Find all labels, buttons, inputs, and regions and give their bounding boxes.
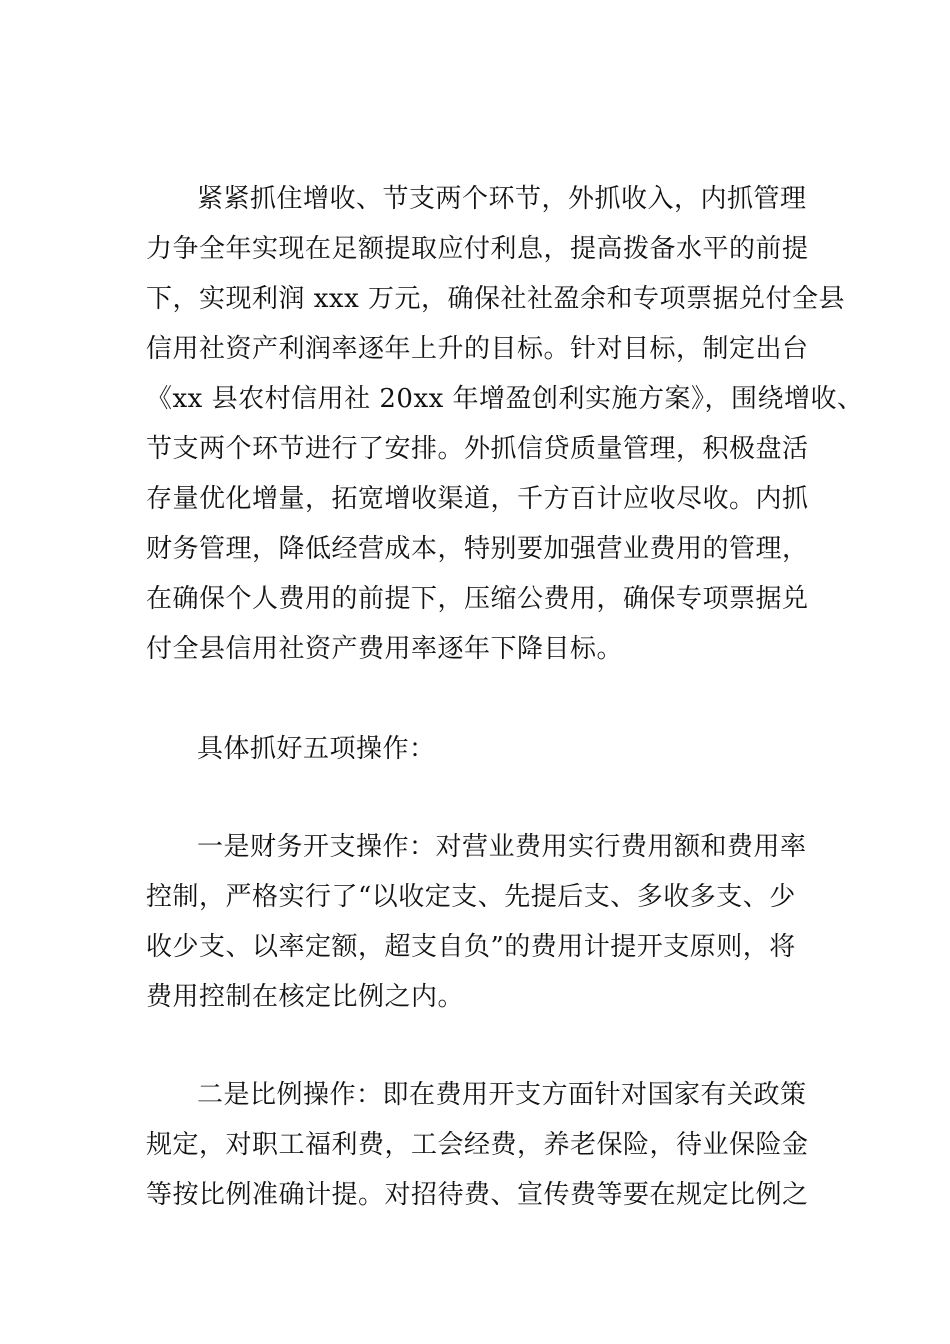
- paragraph-2-line-1: 具体抓好五项操作：: [197, 734, 436, 764]
- paragraph-1-line-10: 付全县信用社资产费用率逐年下降目标。: [146, 634, 624, 664]
- paragraph-4-line-3: 等按比例准确计提。对招待费、宣传费等要在规定比例之: [146, 1180, 809, 1210]
- paragraph-1-line-1: 紧紧抓住增收、节支两个环节，外抓收入，内抓管理: [197, 184, 807, 214]
- paragraph-3-line-1: 一是财务开支操作：对营业费用实行费用额和费用率: [197, 832, 807, 862]
- paragraph-1-line-3: 下，实现利润 xxx 万元，确保社社盈余和专项票据兑付全县: [146, 284, 846, 314]
- paragraph-1-line-7: 存量优化增量，拓宽增收渠道，千方百计应收尽收。内抓: [146, 484, 809, 514]
- paragraph-4-line-1: 二是比例操作：即在费用开支方面针对国家有关政策: [197, 1080, 807, 1110]
- paragraph-4-line-2: 规定，对职工福利费，工会经费，养老保险，待业保险金: [146, 1130, 809, 1160]
- paragraph-3-line-2: 控制，严格实行了“以收定支、先提后支、多收多支、少: [146, 882, 796, 912]
- paragraph-1-line-4: 信用社资产利润率逐年上升的目标。针对目标，制定出台: [146, 334, 809, 364]
- paragraph-3-line-3: 收少支、以率定额，超支自负”的费用计提开支原则，将: [146, 932, 796, 962]
- paragraph-1-line-9: 在确保个人费用的前提下，压缩公费用，确保专项票据兑: [146, 584, 809, 614]
- paragraph-1-line-5: 《xx 县农村信用社 20xx 年增盈创利实施方案》，围绕增收、: [146, 384, 864, 414]
- paragraph-1-line-8: 财务管理，降低经营成本，特别要加强营业费用的管理，: [146, 534, 809, 564]
- paragraph-1-line-2: 力争全年实现在足额提取应付利息，提高拨备水平的前提: [146, 234, 809, 264]
- paragraph-3-line-4: 费用控制在核定比例之内。: [146, 982, 465, 1012]
- paragraph-1-line-6: 节支两个环节进行了安排。外抓信贷质量管理，积极盘活: [146, 434, 809, 464]
